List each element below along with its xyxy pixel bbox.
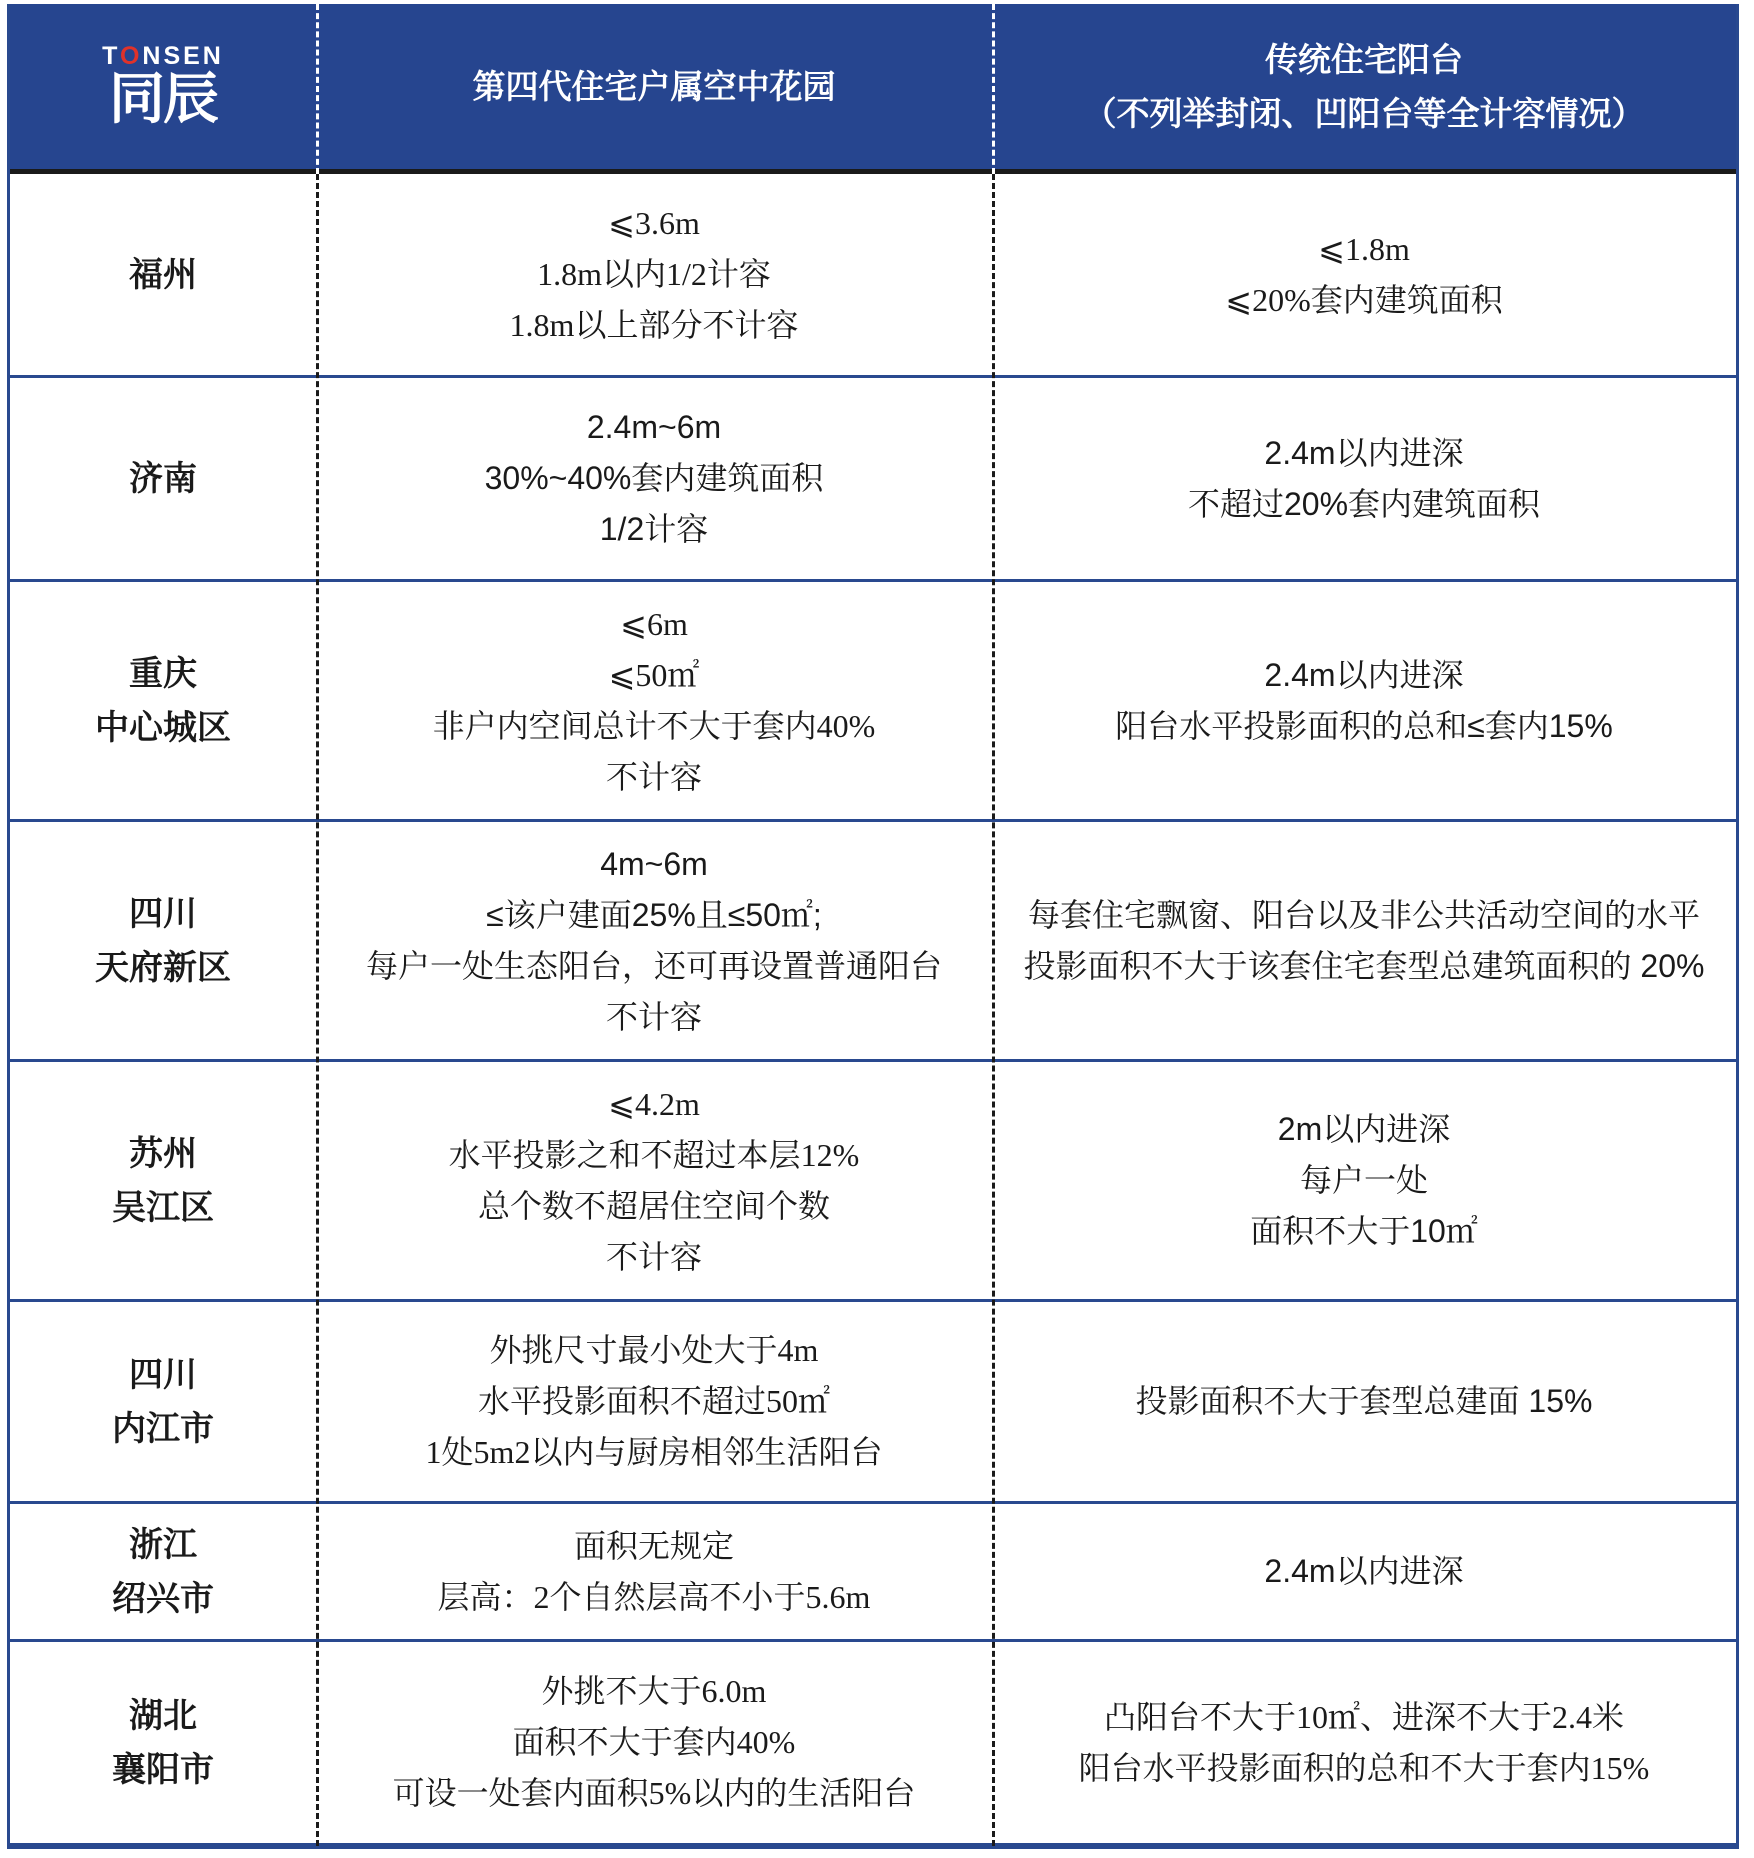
garden-cell-line: 2.4m~6m — [586, 409, 722, 445]
table-row — [10, 1504, 1736, 1642]
garden-cell-line: ⩽6m — [620, 605, 688, 642]
tonsen-logo — [102, 43, 224, 131]
header-garden-title: 第四代住宅户属空中花园 — [472, 66, 836, 106]
garden-cell — [316, 378, 992, 579]
city-cell — [10, 378, 316, 579]
balcony-cell-line: 投影面积不大于套型总建面 15% — [1135, 1383, 1593, 1419]
balcony-cell — [992, 582, 1736, 819]
garden-cell — [316, 174, 992, 375]
header-col-balcony — [992, 4, 1736, 169]
city-cell-line: 苏州 — [129, 1133, 197, 1174]
garden-cell-line: 总个数不超居住空间个数 — [477, 1187, 830, 1224]
city-cell-line: 吴江区 — [112, 1187, 214, 1228]
garden-cell-line: 1处5m2以内与厨房相邻生活阳台 — [425, 1434, 883, 1470]
garden-cell-line: 1.8m以内1/2计容 — [537, 256, 771, 292]
garden-cell-line: ⩽3.6m — [608, 205, 700, 241]
garden-cell-line: 4m~6m — [600, 845, 708, 882]
balcony-cell-line: 每户一处 — [1299, 1162, 1428, 1198]
garden-cell-line: 非户内空间总计不大于套内40% — [432, 707, 876, 744]
balcony-cell — [992, 822, 1736, 1059]
balcony-cell — [992, 174, 1736, 375]
header-balcony-title: 传统住宅阳台 — [1265, 39, 1463, 79]
garden-cell-line: 面积无规定 — [573, 1527, 734, 1564]
garden-cell — [316, 1062, 992, 1299]
table-row — [10, 582, 1736, 822]
garden-cell-line: 1.8m以上部分不计容 — [509, 307, 799, 343]
balcony-cell-line: 投影面积不大于该套住宅套型总建筑面积的 20% — [1023, 947, 1705, 984]
table-row — [10, 822, 1736, 1062]
policy-comparison-table — [7, 4, 1739, 1849]
city-cell-line: 福州 — [129, 254, 197, 295]
garden-cell-line: ≤该户建面25%且≤50㎡; — [486, 896, 822, 933]
city-cell-line: 中心城区 — [95, 707, 231, 748]
column-divider-1 — [316, 174, 319, 1846]
garden-cell-line: ⩽4.2m — [608, 1085, 700, 1122]
garden-cell-line: 1/2计容 — [599, 511, 709, 547]
table-row — [10, 1642, 1736, 1846]
garden-cell-line: 30%~40%套内建筑面积 — [484, 460, 824, 496]
garden-cell-line: 面积不大于套内40% — [512, 1724, 796, 1760]
balcony-cell-line: 2.4m以内进深 — [1264, 434, 1464, 471]
garden-cell-line: 外挑尺寸最小处大于4m — [489, 1332, 819, 1368]
header-divider-2 — [992, 4, 995, 174]
table-header — [10, 4, 1736, 174]
table-row — [10, 1062, 1736, 1302]
header-divider-1 — [316, 4, 319, 174]
city-cell — [10, 582, 316, 819]
city-cell-line: 湖北 — [129, 1695, 197, 1736]
garden-cell-line: 外挑不大于6.0m — [541, 1673, 767, 1709]
garden-cell-line: 水平投影面积不超过50㎡ — [477, 1383, 830, 1419]
balcony-cell-line: 2m以内进深 — [1277, 1111, 1451, 1147]
city-cell-line: 济南 — [129, 458, 197, 499]
garden-cell — [316, 1302, 992, 1501]
garden-cell-line: 不计容 — [605, 758, 702, 795]
garden-cell — [316, 582, 992, 819]
column-divider-2 — [992, 174, 995, 1846]
city-cell-line: 襄阳市 — [112, 1749, 214, 1790]
garden-cell-line: 可设一处套内面积5%以内的生活阳台 — [392, 1775, 916, 1811]
balcony-cell-line: 凸阳台不大于10㎡、进深不大于2.4米 — [1103, 1698, 1624, 1735]
logo-chinese-text: 同辰 — [109, 66, 217, 132]
balcony-cell — [992, 1504, 1736, 1639]
city-cell-line: 四川 — [129, 1354, 197, 1395]
city-cell — [10, 174, 316, 375]
balcony-cell-line: 每套住宅飘窗、阳台以及非公共活动空间的水平 — [1027, 896, 1700, 933]
city-cell-line: 绍兴市 — [112, 1578, 214, 1619]
city-cell-line: 浙江 — [129, 1524, 197, 1565]
balcony-cell-line: 阳台水平投影面积的总和不大于套内15% — [1078, 1749, 1650, 1786]
garden-cell — [316, 1642, 992, 1843]
city-cell — [10, 822, 316, 1059]
city-cell-line: 天府新区 — [95, 947, 231, 988]
balcony-cell — [992, 1062, 1736, 1299]
city-cell — [10, 1504, 316, 1639]
city-cell-line: 四川 — [129, 893, 197, 934]
table-row — [10, 378, 1736, 582]
balcony-cell-line: 2.4m以内进深 — [1264, 1553, 1464, 1589]
city-cell-line: 内江市 — [112, 1408, 214, 1449]
balcony-cell-line: 面积不大于10㎡ — [1250, 1213, 1478, 1249]
balcony-cell-line: ⩽20%套内建筑面积 — [1225, 281, 1503, 318]
garden-cell-line: 层高：2个自然层高不小于5.6m — [437, 1578, 871, 1615]
garden-cell-line: 不计容 — [605, 1238, 702, 1275]
balcony-cell-line: 2.4m以内进深 — [1264, 656, 1464, 693]
balcony-cell — [992, 1642, 1736, 1843]
table-row — [10, 174, 1736, 378]
city-cell-line: 重庆 — [129, 653, 197, 694]
city-cell — [10, 1302, 316, 1501]
garden-cell-line: 不计容 — [605, 998, 702, 1035]
garden-cell-line: 每户一处生态阳台，还可再设置普通阳台 — [365, 947, 942, 984]
balcony-cell-line: 不超过20%套内建筑面积 — [1187, 485, 1541, 522]
header-logo-cell — [10, 4, 316, 169]
garden-cell-line: 水平投影之和不超过本层12% — [448, 1136, 860, 1173]
garden-cell — [316, 1504, 992, 1639]
table-row — [10, 1302, 1736, 1504]
header-balcony-subtitle: （不列举封闭、凹阳台等全计容情况） — [1083, 93, 1645, 133]
header-col-garden — [316, 4, 992, 169]
balcony-cell-line: 阳台水平投影面积的总和≤套内15% — [1115, 707, 1613, 744]
garden-cell-line: ⩽50㎡ — [608, 656, 700, 693]
logo-english-text: TONSEN — [102, 41, 224, 70]
balcony-cell-line: ⩽1.8m — [1318, 230, 1410, 267]
balcony-cell — [992, 1302, 1736, 1501]
balcony-cell — [992, 378, 1736, 579]
city-cell — [10, 1642, 316, 1843]
garden-cell — [316, 822, 992, 1059]
city-cell — [10, 1062, 316, 1299]
